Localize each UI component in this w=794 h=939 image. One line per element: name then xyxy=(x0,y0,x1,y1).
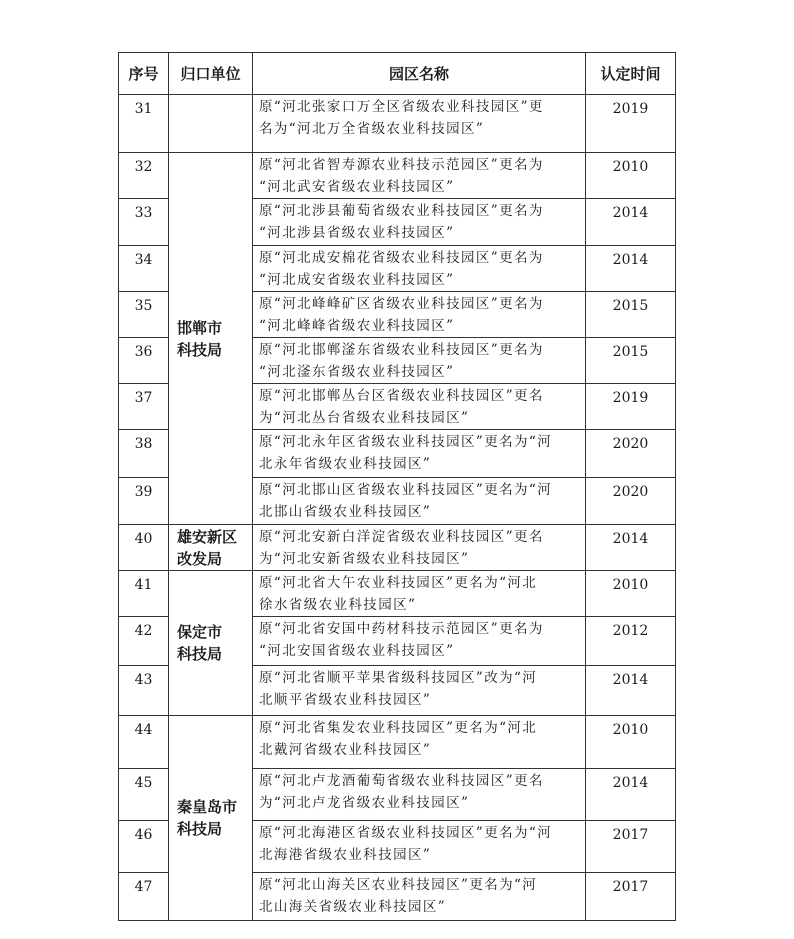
row-year: 2014 xyxy=(586,666,676,716)
row-num: 43 xyxy=(119,666,169,716)
unit-name-line: 改发局 xyxy=(177,549,223,568)
park-name-line: 原“河北峰峰矿区省级农业科技园区”更名为 xyxy=(259,296,544,312)
park-name xyxy=(253,338,586,384)
park-name-line: 原“河北成安棉花省级农业科技园区”更名为 xyxy=(259,250,544,266)
park-name-line: 原“河北邯郸滏东省级农业科技园区”更名为 xyxy=(259,342,544,358)
row-num: 40 xyxy=(119,525,169,571)
park-name xyxy=(253,571,586,617)
header-row xyxy=(119,53,676,95)
row-year: 2017 xyxy=(586,821,676,873)
unit-name-line: 秦皇岛市 xyxy=(177,798,238,816)
unit-name-line: 科技局 xyxy=(177,645,223,663)
park-name-line: 原“河北山海关区农业科技园区”更名为“河 xyxy=(259,877,538,893)
row-num: 47 xyxy=(119,873,169,921)
unit-xiongan xyxy=(169,525,253,571)
park-name-line: 原“河北安新白洋淀省级农业科技园区”更名 xyxy=(259,529,544,545)
park-name-line: 原“河北省安国中药材科技示范园区”更名为 xyxy=(259,621,544,637)
row-num: 34 xyxy=(119,246,169,292)
park-name xyxy=(253,292,586,338)
park-name-line: 原“河北省集发农业科技园区”更名为“河北 xyxy=(259,720,538,736)
park-name xyxy=(253,430,586,478)
table-row xyxy=(119,571,676,617)
park-name-line: 原“河北卢龙酒葡萄省级农业科技园区”更名 xyxy=(259,773,544,789)
park-name-line: “河北安国省级农业科技园区” xyxy=(259,643,455,659)
park-name-line: 北山海关省级农业科技园区” xyxy=(259,899,447,915)
row-year: 2014 xyxy=(586,246,676,292)
park-name xyxy=(253,153,586,199)
park-name-line: 北海港省级农业科技园区” xyxy=(259,847,432,863)
park-name-line: 原“河北永年区省级农业科技园区”更名为“河 xyxy=(259,434,553,450)
park-name xyxy=(253,821,586,873)
park-name xyxy=(253,95,586,153)
park-name-line: 北永年省级农业科技园区” xyxy=(259,456,432,472)
header-num: 序号 xyxy=(119,53,169,95)
park-name-line: 原“河北邯山区省级农业科技园区”更名为“河 xyxy=(259,482,553,498)
row-year: 2014 xyxy=(586,199,676,246)
row-num: 42 xyxy=(119,617,169,666)
row-num: 44 xyxy=(119,716,169,769)
park-name-line: 原“河北邯郸丛台区省级农业科技园区”更名 xyxy=(259,388,544,404)
unit-cell-empty xyxy=(169,95,253,153)
row-num: 45 xyxy=(119,769,169,821)
park-name-line: 名为“河北万全省级农业科技园区” xyxy=(259,121,485,137)
park-name-line: 原“河北海港区省级农业科技园区”更名为“河 xyxy=(259,825,553,841)
table-row xyxy=(119,95,676,153)
unit-name-line: 科技局 xyxy=(177,820,223,838)
header-unit: 归口单位 xyxy=(169,53,253,95)
header-year: 认定时间 xyxy=(586,53,676,95)
row-num: 37 xyxy=(119,384,169,430)
unit-baoding xyxy=(169,571,253,716)
park-name-line: 北邯山省级农业科技园区” xyxy=(259,504,432,520)
row-num: 33 xyxy=(119,199,169,246)
row-num: 38 xyxy=(119,430,169,478)
park-name-line: “河北武安省级农业科技园区” xyxy=(259,179,455,195)
row-year: 2017 xyxy=(586,873,676,921)
row-year: 2010 xyxy=(586,716,676,769)
park-name-line: 徐水省级农业科技园区” xyxy=(259,597,417,613)
unit-name-line: 邯郸市 xyxy=(177,318,223,337)
park-name xyxy=(253,769,586,821)
table-row xyxy=(119,525,676,571)
park-name-line: 为“河北卢龙省级农业科技园区” xyxy=(259,795,470,811)
row-year: 2020 xyxy=(586,478,676,525)
row-year: 2015 xyxy=(586,338,676,384)
unit-handan xyxy=(169,153,253,525)
row-num: 32 xyxy=(119,153,169,199)
park-name-line: 北戴河省级农业科技园区” xyxy=(259,742,432,758)
header-name: 园区名称 xyxy=(253,53,586,95)
park-name-line: 原“河北省智寿源农业科技示范园区”更名为 xyxy=(259,157,544,173)
park-name-line: “河北成安省级农业科技园区” xyxy=(259,272,455,288)
park-name-line: 北顺平省级农业科技园区” xyxy=(259,692,432,708)
row-year: 2020 xyxy=(586,430,676,478)
row-year: 2012 xyxy=(586,617,676,666)
row-num: 39 xyxy=(119,478,169,525)
park-name-line: “河北涉县省级农业科技园区” xyxy=(259,225,455,241)
park-name-line: 原“河北涉县葡萄省级农业科技园区”更名为 xyxy=(259,203,544,219)
park-name xyxy=(253,666,586,716)
table-row xyxy=(119,716,676,769)
row-year: 2010 xyxy=(586,153,676,199)
row-num: 35 xyxy=(119,292,169,338)
row-num: 31 xyxy=(119,95,169,153)
park-name-line: 原“河北省大午农业科技园区”更名为“河北 xyxy=(259,575,538,591)
table-row xyxy=(119,153,676,199)
park-name-line: 为“河北安新省级农业科技园区” xyxy=(259,551,470,567)
park-name-line: 原“河北张家口万全区省级农业科技园区”更 xyxy=(259,99,544,115)
unit-name-line: 雄安新区 xyxy=(177,527,238,546)
park-name-line: “河北峰峰省级农业科技园区” xyxy=(259,318,455,334)
park-name xyxy=(253,478,586,525)
unit-name-line: 保定市 xyxy=(177,623,223,641)
park-name-line: “河北滏东省级农业科技园区” xyxy=(259,364,455,380)
row-num: 41 xyxy=(119,571,169,617)
row-year: 2019 xyxy=(586,95,676,153)
park-name-line: 为“河北丛台省级农业科技园区” xyxy=(259,410,470,426)
row-year: 2010 xyxy=(586,571,676,617)
row-year: 2014 xyxy=(586,769,676,821)
unit-qinhuangdao xyxy=(169,716,253,921)
row-num: 36 xyxy=(119,338,169,384)
park-name xyxy=(253,873,586,921)
park-name xyxy=(253,617,586,666)
row-year: 2015 xyxy=(586,292,676,338)
park-name xyxy=(253,246,586,292)
park-name-line: 原“河北省顺平苹果省级科技园区”改为“河 xyxy=(259,670,538,686)
row-num: 46 xyxy=(119,821,169,873)
row-year: 2014 xyxy=(586,525,676,571)
park-name xyxy=(253,525,586,571)
unit-name-line: 科技局 xyxy=(177,340,223,359)
park-name xyxy=(253,199,586,246)
parks-table xyxy=(118,52,676,921)
row-year: 2019 xyxy=(586,384,676,430)
park-name xyxy=(253,384,586,430)
park-name xyxy=(253,716,586,769)
